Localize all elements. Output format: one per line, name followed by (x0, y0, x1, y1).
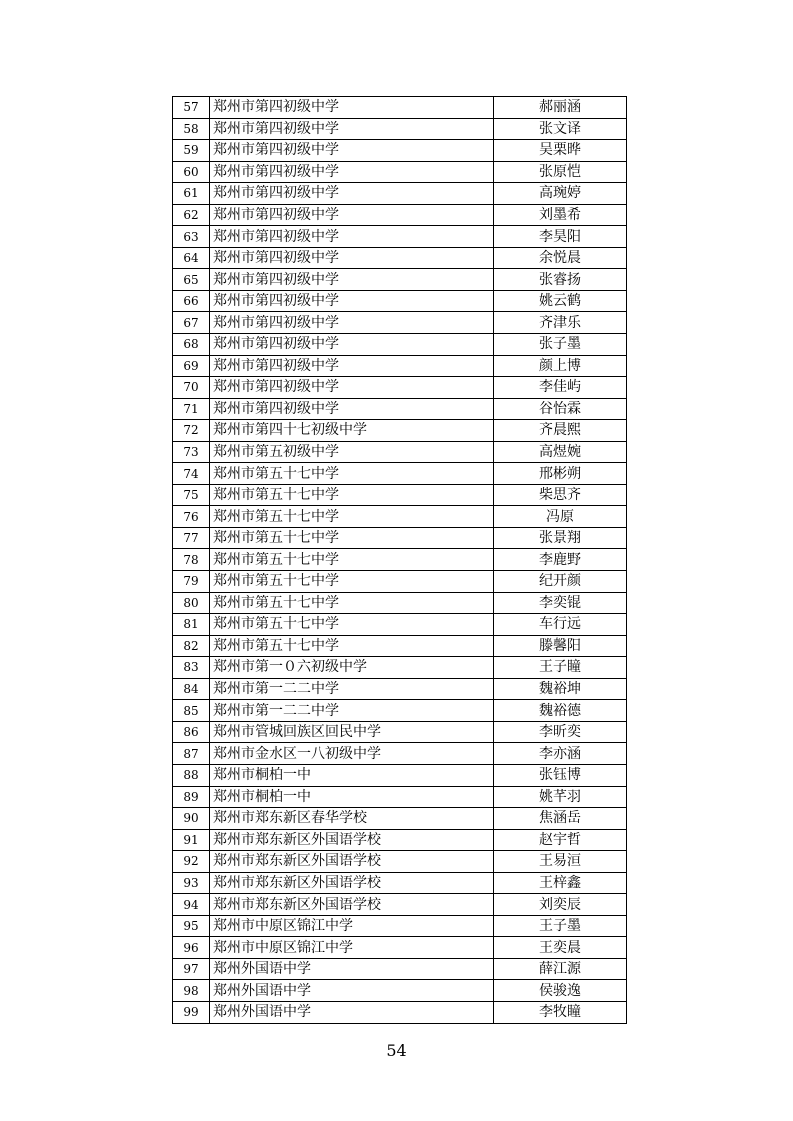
table-row (173, 506, 627, 528)
table-row (173, 226, 627, 248)
row-number-cell: 89 (173, 786, 210, 808)
student-name-cell: 张钰博 (494, 764, 627, 786)
table-row (173, 118, 627, 140)
student-name-cell: 王子墨 (494, 915, 627, 937)
student-name-cell: 邢彬朔 (494, 463, 627, 485)
table-row (173, 161, 627, 183)
table-row (173, 958, 627, 980)
row-number-cell: 92 (173, 851, 210, 873)
table-row (173, 484, 627, 506)
student-name-cell: 李鹿野 (494, 549, 627, 571)
student-name-cell: 吴栗晔 (494, 140, 627, 162)
school-name-cell: 郑州市第五十七中学 (210, 484, 494, 506)
school-name-cell: 郑州市桐柏一中 (210, 786, 494, 808)
row-number-cell: 66 (173, 290, 210, 312)
row-number-cell: 63 (173, 226, 210, 248)
student-name-cell: 张原恺 (494, 161, 627, 183)
row-number-cell: 84 (173, 678, 210, 700)
school-name-cell: 郑州市第四十七初级中学 (210, 420, 494, 442)
school-name-cell: 郑州市金水区一八初级中学 (210, 743, 494, 765)
row-number-cell: 88 (173, 764, 210, 786)
row-number-cell: 86 (173, 721, 210, 743)
row-number-cell: 95 (173, 915, 210, 937)
table-row (173, 592, 627, 614)
student-name-cell: 王易洹 (494, 851, 627, 873)
student-name-cell: 颜上博 (494, 355, 627, 377)
school-name-cell: 郑州市第四初级中学 (210, 334, 494, 356)
student-name-cell: 李昕奕 (494, 721, 627, 743)
table-row (173, 678, 627, 700)
row-number-cell: 94 (173, 894, 210, 916)
school-name-cell: 郑州市第五十七中学 (210, 527, 494, 549)
table-row (173, 355, 627, 377)
student-name-cell: 齐津乐 (494, 312, 627, 334)
school-name-cell: 郑州市第五十七中学 (210, 549, 494, 571)
student-name-cell: 魏裕德 (494, 700, 627, 722)
student-name-cell: 张睿扬 (494, 269, 627, 291)
table-row (173, 937, 627, 959)
row-number-cell: 79 (173, 571, 210, 593)
row-number-cell: 81 (173, 614, 210, 636)
student-name-cell: 魏裕坤 (494, 678, 627, 700)
student-name-cell: 刘墨希 (494, 204, 627, 226)
school-name-cell: 郑州外国语中学 (210, 1001, 494, 1023)
row-number-cell: 71 (173, 398, 210, 420)
row-number-cell: 62 (173, 204, 210, 226)
table-row (173, 334, 627, 356)
school-name-cell: 郑州市第四初级中学 (210, 355, 494, 377)
table-row (173, 463, 627, 485)
table-row (173, 657, 627, 679)
school-name-cell: 郑州市第一０六初级中学 (210, 657, 494, 679)
table-row (173, 743, 627, 765)
row-number-cell: 60 (173, 161, 210, 183)
row-number-cell: 74 (173, 463, 210, 485)
row-number-cell: 64 (173, 247, 210, 269)
row-number-cell: 75 (173, 484, 210, 506)
school-name-cell: 郑州市第四初级中学 (210, 247, 494, 269)
row-number-cell: 61 (173, 183, 210, 205)
row-number-cell: 59 (173, 140, 210, 162)
school-name-cell: 郑州市第五十七中学 (210, 571, 494, 593)
school-name-cell: 郑州市第四初级中学 (210, 377, 494, 399)
table-row (173, 700, 627, 722)
student-name-cell: 侯骏逸 (494, 980, 627, 1002)
row-number-cell: 80 (173, 592, 210, 614)
school-name-cell: 郑州市第五初级中学 (210, 441, 494, 463)
row-number-cell: 70 (173, 377, 210, 399)
school-name-cell: 郑州市桐柏一中 (210, 764, 494, 786)
table-row (173, 269, 627, 291)
table-row (173, 851, 627, 873)
row-number-cell: 65 (173, 269, 210, 291)
student-name-cell: 余悦晨 (494, 247, 627, 269)
table-row (173, 140, 627, 162)
table-row (173, 97, 627, 119)
table-row (173, 527, 627, 549)
table-row (173, 614, 627, 636)
school-name-cell: 郑州市第四初级中学 (210, 161, 494, 183)
school-name-cell: 郑州市第四初级中学 (210, 204, 494, 226)
row-number-cell: 93 (173, 872, 210, 894)
school-name-cell: 郑州外国语中学 (210, 980, 494, 1002)
school-name-cell: 郑州市第四初级中学 (210, 290, 494, 312)
table-row (173, 915, 627, 937)
row-number-cell: 72 (173, 420, 210, 442)
school-name-cell: 郑州市郑东新区外国语学校 (210, 872, 494, 894)
student-name-cell: 赵宇哲 (494, 829, 627, 851)
row-number-cell: 99 (173, 1001, 210, 1023)
table-row (173, 183, 627, 205)
student-name-cell: 冯原 (494, 506, 627, 528)
student-name-cell: 高琬婷 (494, 183, 627, 205)
table-row (173, 764, 627, 786)
row-number-cell: 77 (173, 527, 210, 549)
row-number-cell: 78 (173, 549, 210, 571)
student-name-cell: 姚芊羽 (494, 786, 627, 808)
page-number: 54 (386, 1041, 407, 1060)
row-number-cell: 91 (173, 829, 210, 851)
student-name-cell: 刘奕辰 (494, 894, 627, 916)
row-number-cell: 76 (173, 506, 210, 528)
school-name-cell: 郑州市郑东新区外国语学校 (210, 894, 494, 916)
school-name-cell: 郑州市郑东新区春华学校 (210, 808, 494, 830)
student-name-cell: 高煜婉 (494, 441, 627, 463)
student-name-cell: 李昊阳 (494, 226, 627, 248)
school-name-cell: 郑州市第一二二中学 (210, 678, 494, 700)
table-row (173, 829, 627, 851)
school-name-cell: 郑州外国语中学 (210, 958, 494, 980)
table-row (173, 872, 627, 894)
row-number-cell: 83 (173, 657, 210, 679)
roster-table (172, 96, 627, 1024)
student-name-cell: 纪开颜 (494, 571, 627, 593)
student-name-cell: 张子墨 (494, 334, 627, 356)
student-name-cell: 王子瞳 (494, 657, 627, 679)
table-row (173, 571, 627, 593)
table-row (173, 1001, 627, 1023)
row-number-cell: 58 (173, 118, 210, 140)
row-number-cell: 73 (173, 441, 210, 463)
student-name-cell: 薛江源 (494, 958, 627, 980)
table-row (173, 549, 627, 571)
table-row (173, 786, 627, 808)
student-name-cell: 柴思齐 (494, 484, 627, 506)
row-number-cell: 69 (173, 355, 210, 377)
row-number-cell: 90 (173, 808, 210, 830)
row-number-cell: 98 (173, 980, 210, 1002)
table-row (173, 398, 627, 420)
table-row (173, 894, 627, 916)
school-name-cell: 郑州市第五十七中学 (210, 463, 494, 485)
row-number-cell: 96 (173, 937, 210, 959)
school-name-cell: 郑州市第四初级中学 (210, 226, 494, 248)
table-row (173, 441, 627, 463)
school-name-cell: 郑州市郑东新区外国语学校 (210, 851, 494, 873)
student-name-cell: 车行远 (494, 614, 627, 636)
student-name-cell: 张文译 (494, 118, 627, 140)
student-name-cell: 李亦涵 (494, 743, 627, 765)
school-name-cell: 郑州市第四初级中学 (210, 269, 494, 291)
student-name-cell: 谷怡霖 (494, 398, 627, 420)
student-name-cell: 李奕锟 (494, 592, 627, 614)
student-name-cell: 李牧瞳 (494, 1001, 627, 1023)
school-name-cell: 郑州市管城回族区回民中学 (210, 721, 494, 743)
school-name-cell: 郑州市第四初级中学 (210, 140, 494, 162)
school-name-cell: 郑州市第四初级中学 (210, 183, 494, 205)
student-name-cell: 郝丽涵 (494, 97, 627, 119)
school-name-cell: 郑州市第一二二中学 (210, 700, 494, 722)
row-number-cell: 82 (173, 635, 210, 657)
school-name-cell: 郑州市中原区锦江中学 (210, 915, 494, 937)
table-row (173, 204, 627, 226)
row-number-cell: 67 (173, 312, 210, 334)
roster-table-body (173, 97, 627, 1024)
school-name-cell: 郑州市郑东新区外国语学校 (210, 829, 494, 851)
row-number-cell: 87 (173, 743, 210, 765)
student-name-cell: 焦涵岳 (494, 808, 627, 830)
table-row (173, 247, 627, 269)
student-name-cell: 滕馨阳 (494, 635, 627, 657)
row-number-cell: 68 (173, 334, 210, 356)
student-name-cell: 姚云鹤 (494, 290, 627, 312)
student-name-cell: 李佳屿 (494, 377, 627, 399)
student-name-cell: 王奕晨 (494, 937, 627, 959)
school-name-cell: 郑州市第五十七中学 (210, 635, 494, 657)
table-row (173, 980, 627, 1002)
table-row (173, 808, 627, 830)
school-name-cell: 郑州市第四初级中学 (210, 312, 494, 334)
school-name-cell: 郑州市第四初级中学 (210, 398, 494, 420)
student-name-cell: 王梓鑫 (494, 872, 627, 894)
row-number-cell: 97 (173, 958, 210, 980)
school-name-cell: 郑州市第五十七中学 (210, 506, 494, 528)
school-name-cell: 郑州市第四初级中学 (210, 97, 494, 119)
row-number-cell: 57 (173, 97, 210, 119)
table-row (173, 290, 627, 312)
school-name-cell: 郑州市第五十七中学 (210, 614, 494, 636)
student-name-cell: 张景翔 (494, 527, 627, 549)
school-name-cell: 郑州市中原区锦江中学 (210, 937, 494, 959)
row-number-cell: 85 (173, 700, 210, 722)
school-name-cell: 郑州市第四初级中学 (210, 118, 494, 140)
table-row (173, 312, 627, 334)
table-row (173, 635, 627, 657)
table-row (173, 420, 627, 442)
table-row (173, 721, 627, 743)
table-row (173, 377, 627, 399)
school-name-cell: 郑州市第五十七中学 (210, 592, 494, 614)
student-name-cell: 齐晨熙 (494, 420, 627, 442)
